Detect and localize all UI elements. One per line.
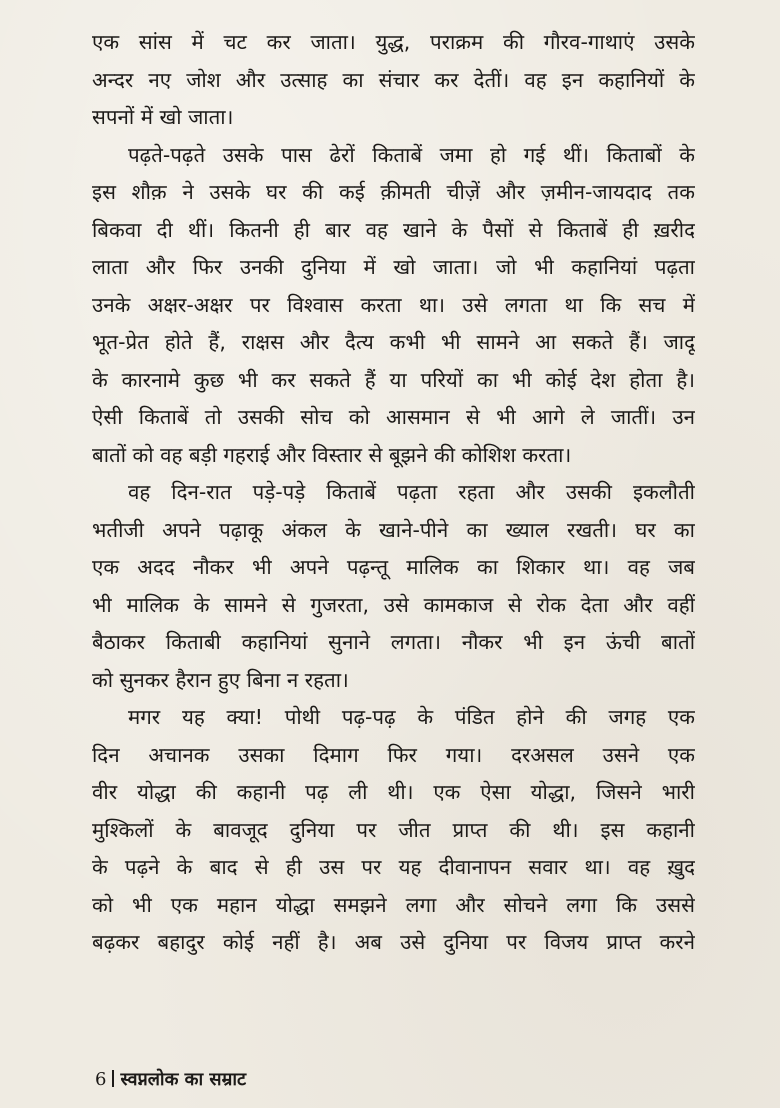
text-line: के पढ़ने के बाद से ही उस पर यह दीवानापन सवार था। वह ख़ुद xyxy=(92,855,695,879)
footer-divider xyxy=(112,1070,114,1087)
text-line: वह दिन-रात पड़े-पड़े किताबें पढ़ता रहता और उसकी इकलौती xyxy=(128,480,695,504)
paragraph-3 xyxy=(92,474,695,699)
paragraph-2 xyxy=(92,137,695,475)
text-line: एक अदद नौकर भी अपने पढ़न्तू मालिक का शिकार था। वह जब xyxy=(92,555,695,579)
body-text xyxy=(92,24,695,962)
text-line: उनके अक्षर-अक्षर पर विश्वास करता था। उसे लगता था कि सच में xyxy=(92,292,695,317)
text-line: वीर योद्धा की कहानी पढ़ ली थी। एक ऐसा योद्धा, जिसने भारी xyxy=(92,780,695,804)
text-line: अन्दर नए जोश और उत्साह का संचार कर देतीं। वह इन कहानियों के xyxy=(92,67,695,92)
text-line: एक सांस में चट कर जाता। युद्ध, पराक्रम की गौरव-गाथाएं उसके xyxy=(92,30,695,54)
text-line: मगर यह क्या! पोथी पढ़-पढ़ के पंडित होने की जगह एक xyxy=(128,705,695,729)
text-line: इस शौक़ ने उसके घर की कई क़ीमती चीज़ें और ज़मीन-जायदाद तक xyxy=(92,180,695,204)
paragraph-1 xyxy=(92,24,695,137)
text-line: बिकवा दी थीं। कितनी ही बार वह खाने के पैसों से किताबें ही ख़रीद xyxy=(92,217,695,242)
book-title: स्वप्नलोक का सम्राट xyxy=(120,1069,247,1090)
text-line: भी मालिक के सामने से गुजरता, उसे कामकाज से रोक देता और वहीं xyxy=(92,592,695,617)
paragraph-4 xyxy=(92,699,695,962)
text-line: सपनों में खो जाता। xyxy=(92,105,234,129)
text-line: भतीजी अपने पढ़ाकू अंकल के खाने-पीने का ख्याल रखती। घर का xyxy=(92,517,695,542)
page-footer xyxy=(95,1068,246,1092)
text-line: को सुनकर हैरान हुए बिना न रहता। xyxy=(92,667,349,692)
page-number: 6 xyxy=(95,1069,107,1090)
text-line: मुश्किलों के बावजूद दुनिया पर जीत प्राप्त की थी। इस कहानी xyxy=(92,817,695,842)
text-line: को भी एक महान योद्धा समझने लगा और सोचने लगा कि उससे xyxy=(92,892,695,917)
text-line: पढ़ते-पढ़ते उसके पास ढेरों किताबें जमा हो गई थीं। किताबों के xyxy=(128,142,695,167)
text-line: दिन अचानक उसका दिमाग फिर गया। दरअसल उसने एक xyxy=(92,742,695,767)
text-line: बैठाकर किताबी कहानियां सुनाने लगता। नौकर भी इन ऊंची बातों xyxy=(92,630,695,654)
text-line: ऐसी किताबें तो उसकी सोच को आसमान से भी आगे ले जातीं। उन xyxy=(92,405,695,429)
text-line: भूत-प्रेत होते हैं, राक्षस और दैत्य कभी भी सामने आ सकते हैं। जादू xyxy=(92,330,695,354)
text-line: बढ़कर बहादुर कोई नहीं है। अब उसे दुनिया पर विजय प्राप्त करने xyxy=(92,930,695,954)
text-line: लाता और फिर उनकी दुनिया में खो जाता। जो भी कहानियां पढ़ता xyxy=(92,255,695,279)
text-line: के कारनामे कुछ भी कर सकते हैं या परियों का भी कोई देश होता है। xyxy=(92,367,695,392)
text-line: बातों को वह बड़ी गहराई और विस्तार से बूझने की कोशिश करता। xyxy=(92,442,572,467)
